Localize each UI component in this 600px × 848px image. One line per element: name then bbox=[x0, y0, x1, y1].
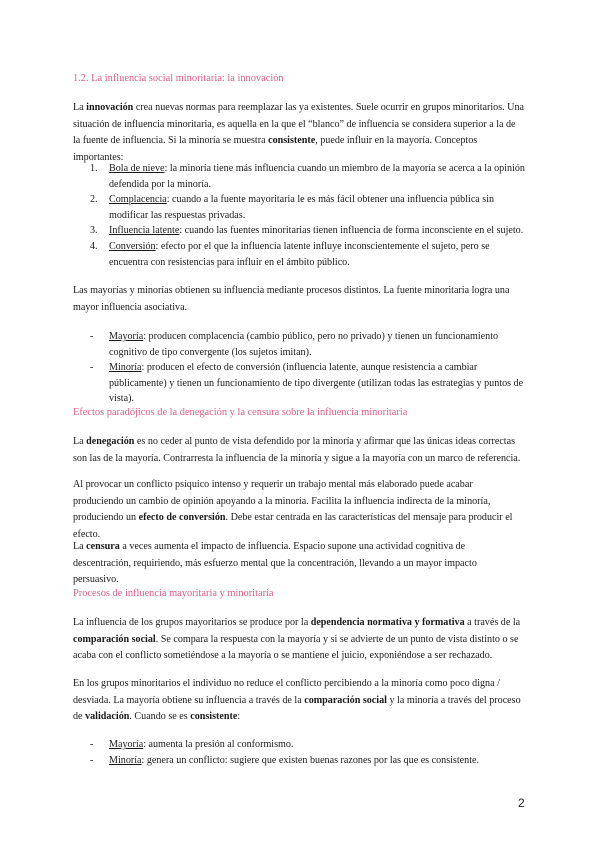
list-item: 3. Influencia latente: cuando las fuentes minoritarias tienen influencia de forma inconsciente en el sujeto. bbox=[90, 225, 524, 237]
consistency-list bbox=[73, 737, 525, 768]
list-item: 4. Conversión: efecto por el que la influencia latente influye inconscientemente el sujeto, pero se encuentra con resistencias para influir en el ámbito público. bbox=[90, 240, 490, 268]
list-item: - Minoría: genera un conflicto: sugiere que existen buenas razones por las que es consistente. bbox=[90, 754, 479, 766]
censura-paragraph: La censura a veces aumenta el impacto de influencia. Espacio supone una actividad cognitiva de descentración, requiriendo, más esfuerzo mental que la concentración, llevando a un mayor impacto persuasivo. bbox=[73, 541, 477, 586]
concepts-list bbox=[73, 161, 525, 270]
majority-minority-list bbox=[73, 329, 525, 407]
intro-paragraph: La innovación crea nuevas normas para reemplazar las ya existentes. Suele ocurrir en grupos minoritarios. Una situación de influencia minoritaria, es aquella en la que el “blanco” de influencia se considera superior a la de la fuente de influencia. Si la minoría se muestra consistente, puede influir en la mayoría. Conceptos importantes: bbox=[73, 102, 525, 163]
list-item: 1. Bola de nieve: la minoría tiene más influencia cuando un miembro de la mayoría se acerca a la opinión defendida por la minoría. bbox=[90, 163, 525, 190]
denegacion-paragraph: La denegación es no ceder al punto de vista defendido por la minoría y afirmar que las únicas ideas correctas son las de la mayoría. Contrarresta la influencia de la minoría y sigue a la mayoría con un marco de referencia. bbox=[73, 436, 521, 464]
list-item: - Mayoría: producen complacencia (cambio público, pero no privado) y tienen un funcionamiento cognitivo de tipo convergente (los sujetos imitan). bbox=[90, 331, 499, 358]
majority-minority-paragraph: Las mayorías y minorías obtienen su influencia mediante procesos distintos. La fuente minoritaria logra una mayor influencia asociativa. bbox=[73, 285, 510, 313]
list-item: - Minoría: producen el efecto de conversión (influencia latente, aunque resistencia a cambiar públicamente) y tienen un funcionamiento de tipo divergente (utilizan todas las estrategias y puntos de vista). bbox=[90, 362, 524, 405]
list-item: - Mayoría: aumenta la presión al conformismo. bbox=[90, 739, 294, 750]
page-number: 2 bbox=[518, 796, 525, 810]
section-heading-efectos: Efectos paradójicos de la denegación y la censura sobre la influencia minoritaria bbox=[73, 407, 408, 418]
section-heading-procesos: Procesos de influencia mayoritaria y minoritaria bbox=[73, 588, 274, 599]
conflicto-paragraph: Al provocar un conflicto psíquico intenso y requerir un trabajo mental más elaborado puede acabar produciendo un cambio de opinión apoyando a la minoría. Facilita la influencia indirecta de la minoría, produciendo un efecto de conversión. Debe estar centrada en las características del mensaje para producir el efecto. bbox=[73, 479, 513, 540]
list-item: 2. Complacencia: cuando a la fuente mayoritaria le es más fácil obtener una influencia pública sin modificar las respuestas privadas. bbox=[90, 194, 495, 221]
section-heading-innovacion: 1.2. La influencia social minoritaria: la innovación bbox=[73, 73, 284, 84]
influencia-mayoritaria-paragraph: La influencia de los grupos mayoritarios se produce por la dependencia normativa y formativa a través de la comparación social. Se compara la respuesta con la mayoría y si se advierte de un punto de vista distinto o se acaba con el conflicto sometiéndose a la mayoría o se mantiene el juicio, exponiéndose a ser rechazado. bbox=[73, 617, 521, 662]
grupos-minoritarios-paragraph: En los grupos minoritarios el individuo no reduce el conflicto percibiendo a la minoría como poco digna / desviada. La mayoría obtiene su influencia a través de la comparación social y la minoría a través del proceso de validación. Cuando se es consistente: bbox=[73, 678, 521, 723]
